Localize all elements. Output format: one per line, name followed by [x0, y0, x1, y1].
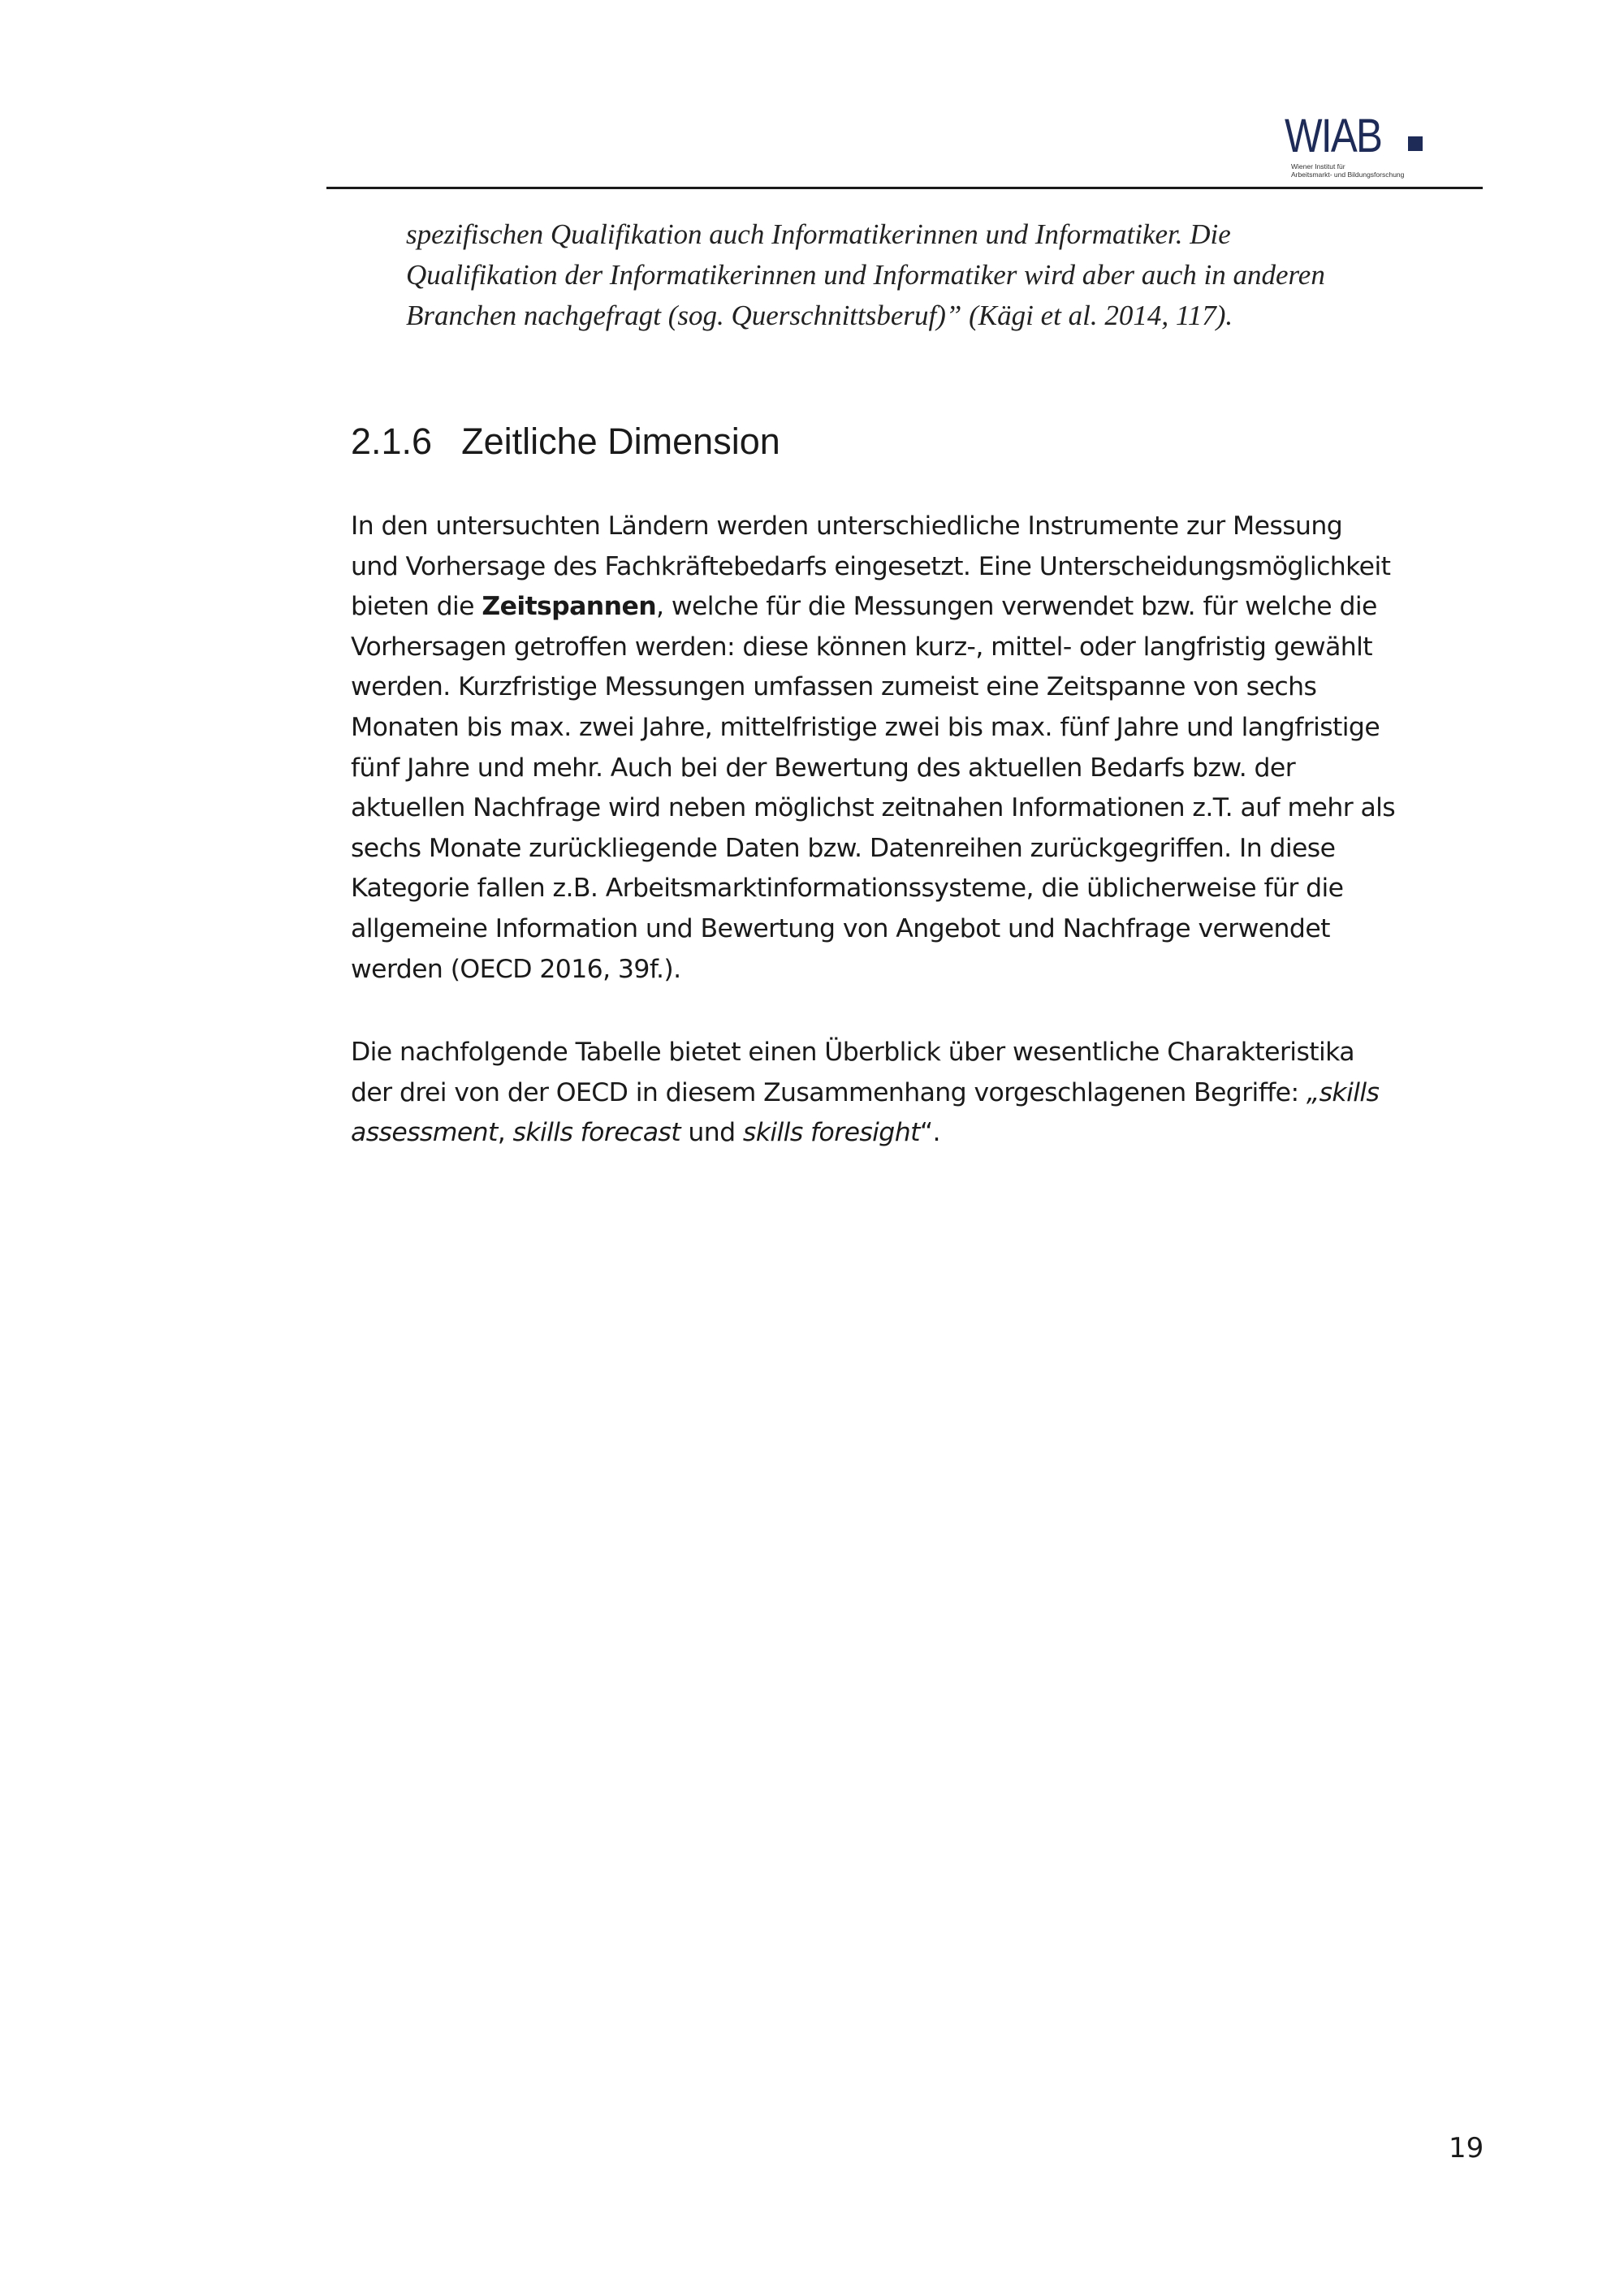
paragraph-line: In den untersuchten Ländern werden unterschiedliche Instrumente zur Messung — [351, 511, 1343, 541]
body-paragraph-1 — [351, 507, 1488, 990]
paragraph-line: Kategorie fallen z.B. Arbeitsmarktinformationssysteme, die üblicherweise für die — [351, 874, 1344, 904]
text-run: “. — [919, 1118, 940, 1148]
logo-subtitle-line1: Wiener Institut für — [1291, 162, 1345, 170]
quote-line: Qualifikation der Informatikerinnen und Informatiker wird aber auch in anderen — [406, 259, 1325, 291]
italic-term-skills-foresight: skills foresight — [742, 1118, 920, 1148]
italic-term-skills: „skills — [1306, 1077, 1380, 1107]
text-run: , welche für die Messungen verwendet bzw. für welche die — [656, 592, 1377, 622]
paragraph-line: Die nachfolgende Tabelle bietet einen Überblick über wesentliche Charakteristika — [351, 1038, 1354, 1067]
section-number: 2.1.6 — [351, 421, 433, 462]
paragraph-line: fünf Jahre und mehr. Auch bei der Bewertung des aktuellen Bedarfs bzw. der — [351, 753, 1296, 783]
quote-line: spezifischen Qualifikation auch Informatikerinnen und Informatiker. Die — [406, 218, 1231, 250]
text-run: bieten die — [351, 592, 482, 622]
text-run: und — [680, 1118, 743, 1148]
italic-term-skills-forecast: skills forecast — [512, 1118, 680, 1148]
paragraph-line: sechs Monate zurückliegende Daten bzw. Datenreihen zurückgegriffen. In diese — [351, 833, 1336, 863]
text-run: , — [497, 1118, 513, 1148]
paragraph-line: Vorhersagen getroffen werden: diese können kurz-, mittel- oder langfristig gewählt — [351, 632, 1373, 662]
logo-wordmark: WIAB — [1285, 110, 1382, 162]
logo-square-mark — [1408, 136, 1423, 151]
paragraph-line: werden (OECD 2016, 39f.). — [351, 954, 681, 984]
section-heading — [351, 421, 780, 463]
paragraph-line — [351, 1113, 1488, 1154]
logo-subtitle-line2: Arbeitsmarkt- und Bildungsforschung — [1291, 170, 1405, 179]
paragraph-line: und Vorhersage des Fachkräftebedarfs eingesetzt. Eine Unterscheidungsmöglichkeit — [351, 551, 1391, 581]
page-number: 19 — [1449, 2132, 1484, 2164]
header-divider — [326, 187, 1483, 189]
bold-term-zeitspannen: Zeitspannen — [482, 592, 657, 622]
paragraph-line: werden. Kurzfristige Messungen umfassen zumeist eine Zeitspanne von sechs — [351, 672, 1317, 702]
section-title: Zeitliche Dimension — [461, 421, 780, 462]
quote-line: Branchen nachgefragt (sog. Querschnittsberuf)” (Kägi et al. 2014, 117). — [406, 300, 1233, 331]
institute-logo — [1285, 112, 1431, 179]
block-quote — [406, 214, 1494, 336]
paragraph-line: aktuellen Nachfrage wird neben möglichst zeitnahen Informationen z.T. auf mehr als — [351, 793, 1396, 823]
paragraph-line — [351, 1073, 1488, 1114]
text-run: der drei von der OECD in diesem Zusammenhang vorgeschlagenen Begriffe: — [351, 1077, 1307, 1107]
body-paragraph-2 — [351, 1033, 1488, 1154]
paragraph-line — [351, 587, 1488, 628]
paragraph-line: allgemeine Information und Bewertung von Angebot und Nachfrage verwendet — [351, 913, 1330, 943]
paragraph-line: Monaten bis max. zwei Jahre, mittelfristige zwei bis max. fünf Jahre und langfristige — [351, 712, 1380, 742]
italic-term-assessment: assessment — [351, 1118, 498, 1148]
